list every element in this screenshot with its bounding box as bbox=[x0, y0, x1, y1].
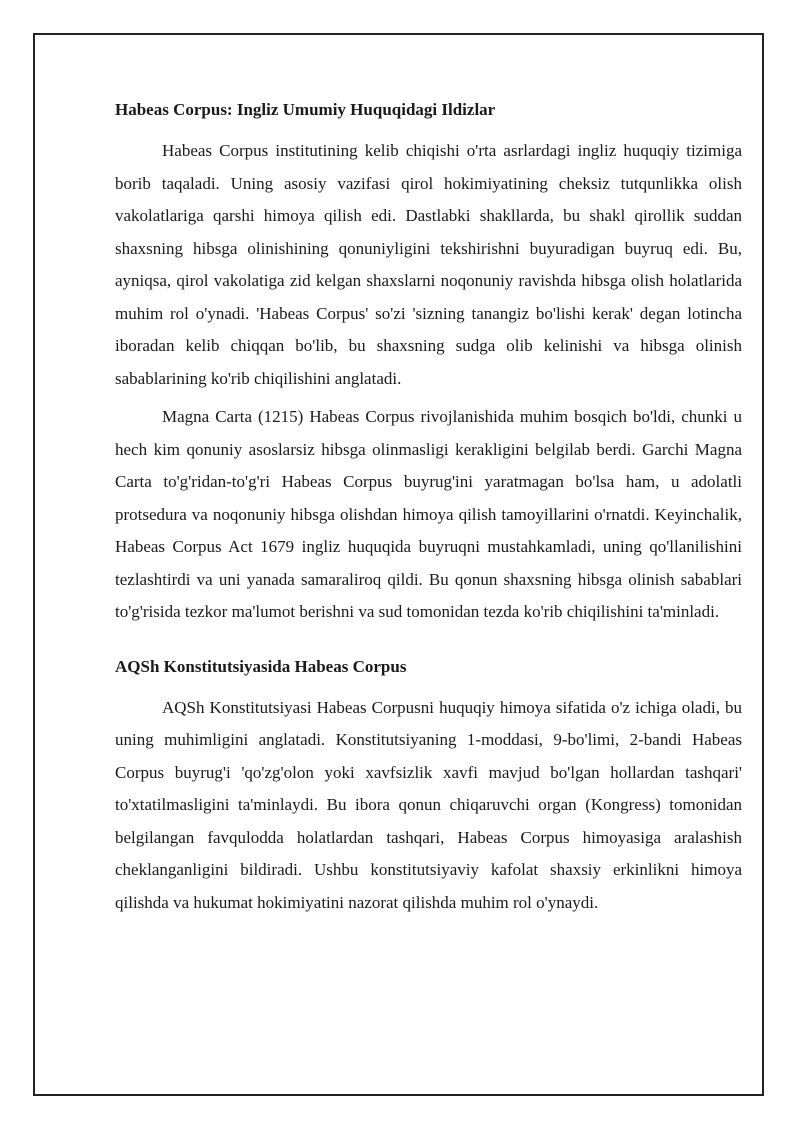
paragraph-origins: Habeas Corpus institutining kelib chiqishi o'rta asrlardagi ingliz huquqiy tizimiga borib taqaladi. Uning asosiy vazifasi qirol hokimiyatining cheksiz tutqunlikka olish vakolatlariga qarshi himoya qilish edi. Dastlabki shakllarda, bu shakl qirollik suddan shaxsning hibsga olinishining qonuniyligini tekshirishni buyuradigan buyruq edi. Bu, ayniqsa, qirol vakolatiga zid kelgan shaxslarni noqonuniy ravishda hibsga olish holatlarida muhim rol o'ynadi. 'Habeas Corpus' so'zi 'sizning tanangiz bo'lishi kerak' degan lotincha iboradan kelib chiqqan bo'lib, bu shaxsning sudga olib kelinishi va hibsga olinish sabablarining ko'rib chiqilishini anglatadi. bbox=[115, 141, 742, 388]
section-heading-english-roots: Habeas Corpus: Ingliz Umumiy Huquqidagi Ildizlar bbox=[115, 100, 496, 119]
document-body bbox=[115, 98, 742, 925]
section-heading-us-constitution: AQSh Konstitutsiyasida Habeas Corpus bbox=[115, 656, 407, 676]
paragraph-magna-carta: Magna Carta (1215) Habeas Corpus rivojlanishida muhim bosqich bo'ldi, chunki u hech kim qonuniy asoslarsiz hibsga olinmasligi kerakligini belgilab berdi. Garchi Magna Carta to'g'ridan-to'g'ri Habeas Corpus buyrug'ini yaratmagan bo'lsa ham, u adolatli protsedura va noqonuniy hibsga olishdan himoya qilish tamoyillarini o'rnatdi. Keyinchalik, Habeas Corpus Act 1679 ingliz huquqida buyruqni mustahkamladi, uning qo'llanilishini tezlashtirdi va uni yanada samaraliroq qildi. Bu qonun shaxsning hibsga olinish sabablari to'g'risida tezkor ma'lumot berishni va sud tomonidan tezda ko'rib chiqilishini ta'minladi. bbox=[115, 407, 742, 621]
paragraph-us-constitution: AQSh Konstitutsiyasi Habeas Corpusni huquqiy himoya sifatida o'z ichiga oladi, bu uning muhimligini anglatadi. Konstitutsiyaning 1-moddasi, 9-bo'limi, 2-bandi Habeas Corpus buyrug'i 'qo'zg'olon yoki xavfsizlik xavfi mavjud bo'lgan hollardan tashqari' to'xtatilmasligini ta'minlaydi. Bu ibora qonun chiqaruvchi organ (Kongress) tomonidan belgilangan favqulodda holatlardan tashqari, Habeas Corpus himoyasiga aralashish cheklanganligini bildiradi. Ushbu konstitutsiyaviy kafolat shaxsiy erkinlikni himoya qilishda va hukumat hokimiyatini nazorat qilishda muhim rol o'ynaydi. bbox=[115, 697, 742, 912]
